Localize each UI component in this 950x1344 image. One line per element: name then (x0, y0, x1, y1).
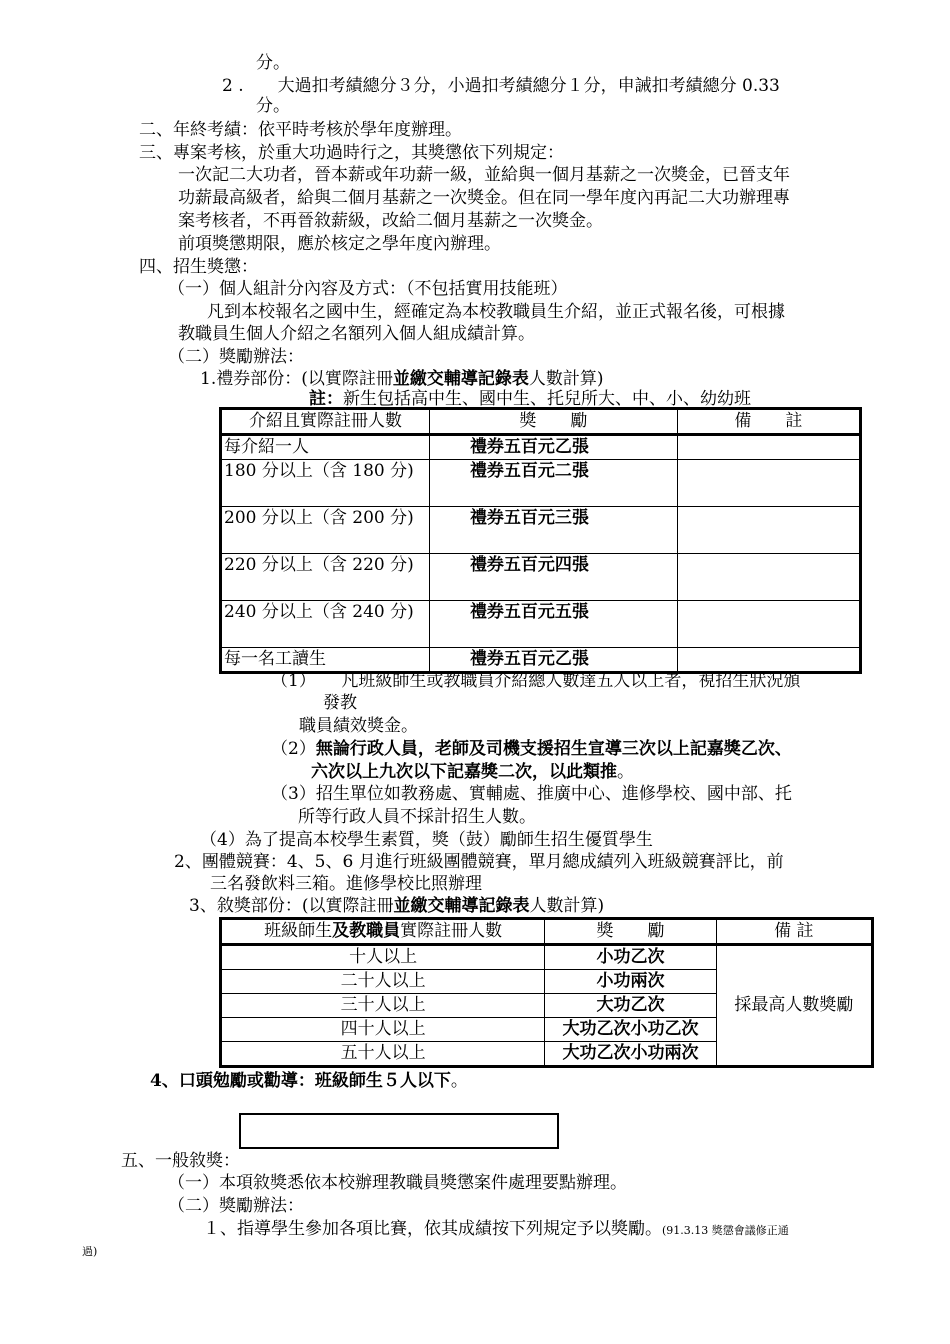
text-line: （二）獎勵辦法： (168, 1196, 304, 1216)
text-line: （3）招生單位如教務處、實輔處、推廣中心、進修學校、國中部、托 (271, 784, 792, 804)
text-span: 班級師生 (264, 921, 333, 941)
table-header: 獎 勵 (429, 409, 677, 435)
table-row (221, 460, 861, 507)
text-span-bold: 六次以上九次以下記嘉獎二次，以此類推 (311, 762, 617, 782)
text-line: 職員績效獎金。 (299, 716, 418, 736)
table-cell: 禮券五百元四張 (429, 554, 677, 601)
text-line (271, 738, 792, 761)
empty-box (239, 1113, 559, 1149)
table-cell: 大功乙次小功兩次 (545, 1042, 716, 1067)
table-cell: 禮券五百元二張 (429, 460, 677, 507)
text-line: 功薪最高級者，給與二個月基薪之一次獎金。但在同一學年度內再記二大功辦理專 (178, 188, 790, 208)
commendation-table (219, 917, 874, 1068)
table-header: 獎 勵 (545, 919, 716, 945)
text-span-small: (91.3.13 獎懲會議修正通 (662, 1224, 789, 1237)
table-cell: 每一名工讀生 (221, 648, 430, 673)
table-header: 備 註 (716, 919, 872, 945)
section-heading: 五、一般敘獎： (121, 1151, 240, 1171)
table-cell: 200 分以上（含 200 分) (221, 507, 430, 554)
text-line: 過) (82, 1245, 98, 1258)
table-cell: 大功乙次小功乙次 (545, 1018, 716, 1042)
text-line: 分。 (256, 96, 290, 116)
text-span: （2） (271, 739, 316, 759)
note-label: 註： (309, 389, 343, 409)
text-span-bold: 並繳交輔導記錄表 (393, 896, 530, 916)
text-line: 2 . 大過扣考績總分３分，小過扣考績總分１分，申誡扣考績總分 0.33 (222, 76, 780, 96)
table-cell: 二十人以上 (221, 970, 545, 994)
table-cell (677, 554, 860, 601)
table-header (221, 919, 545, 945)
text-line: （一）個人組計分內容及方式：（不包括實用技能班） (168, 279, 568, 299)
text-line: 三、專案考核，於重大功過時行之，其獎懲依下列規定： (139, 143, 564, 163)
table-cell (677, 435, 860, 460)
text-span: １、指導學生參加各項比賽，依其成績按下列規定予以獎勵。 (203, 1219, 662, 1239)
text-span-bold: 及教職員 (332, 921, 401, 941)
text-line: （二）獎勵辦法： (168, 347, 304, 367)
text-line: 凡到本校報名之國中生，經確定為本校教職員生介紹，並正式報名後，可根據 (207, 302, 785, 322)
table-row (221, 945, 873, 970)
table-cell: 禮券五百元五張 (429, 601, 677, 648)
text-line: 發教 (323, 693, 357, 713)
table-cell (677, 648, 860, 673)
table-row (221, 648, 861, 673)
text-line: 前項獎懲期限，應於核定之學年度內辦理。 (178, 234, 501, 254)
table-cell (677, 507, 860, 554)
table-row (221, 435, 861, 460)
section-heading: 四、招生獎懲： (139, 257, 258, 277)
table-cell (677, 460, 860, 507)
text-line: 2、團體競賽：4、5、6 月進行班級團體競賽，單月總成績列入班級競賽評比，前 (174, 852, 784, 872)
text-span-bold: 無論行政人員，老師及司機支援招生宣導三次以上記嘉獎乙次、 (315, 739, 792, 759)
table-cell-note: 採最高人數獎勵 (716, 945, 872, 1067)
text-line: 案考核者，不再晉敘薪級，改給二個月基薪之一次獎金。 (178, 211, 603, 231)
table-cell: 小功乙次 (545, 945, 716, 970)
gift-voucher-table (219, 407, 862, 674)
text-line (150, 1070, 468, 1093)
table-cell: 五十人以上 (221, 1042, 545, 1067)
text-line: 教職員生個人介紹之名額列入個人組成績計算。 (178, 324, 535, 344)
table-cell: 240 分以上（含 240 分) (221, 601, 430, 648)
table-row (221, 601, 861, 648)
text-line (311, 761, 634, 784)
table-cell: 每介紹一人 (221, 435, 430, 460)
text-span: 實際註冊人數 (400, 921, 503, 941)
table-row (221, 507, 861, 554)
table-cell: 四十人以上 (221, 1018, 545, 1042)
text-line: 所等行政人員不採計招生人數。 (298, 807, 536, 827)
text-span: 人數計算) (528, 369, 604, 389)
text-line: （一）本項敘獎悉依本校辦理教職員獎懲案件處理要點辦理。 (168, 1173, 627, 1193)
table-header: 備 註 (677, 409, 860, 435)
table-header-row (221, 409, 861, 435)
text-line: 三名發飲料三箱。進修學校比照辦理 (210, 874, 482, 894)
table-header: 介紹且實際註冊人數 (221, 409, 430, 435)
text-line (189, 895, 604, 918)
table-cell (677, 601, 860, 648)
table-cell: 禮券五百元三張 (429, 507, 677, 554)
table-row (221, 554, 861, 601)
table-header-row (221, 919, 873, 945)
table-cell: 220 分以上（含 220 分) (221, 554, 430, 601)
text-line: （1） 凡班級師生或教職員介紹總人數達五人以上者，視招生狀況頒 (271, 671, 801, 691)
table-cell: 禮券五百元乙張 (429, 648, 677, 673)
table-cell: 小功兩次 (545, 970, 716, 994)
text-span: 新生包括高中生、國中生、托兒所大、中、小、幼幼班 (343, 389, 751, 409)
text-span: 。 (450, 1071, 468, 1091)
text-span: 。 (617, 762, 634, 782)
text-span: 1.禮券部份：(以實際註冊 (200, 369, 393, 389)
text-line: （4）為了提高本校學生素質，獎（鼓）勵師生招生優質學生 (200, 830, 653, 850)
table-cell: 三十人以上 (221, 994, 545, 1018)
text-span-bold: 並繳交輔導記錄表 (392, 369, 529, 389)
text-line (203, 1218, 789, 1242)
table-cell: 禮券五百元乙張 (429, 435, 677, 460)
table-cell: 180 分以上（含 180 分) (221, 460, 430, 507)
text-span-bold: 4、口頭勉勵或勸導：班級師生５人以下 (150, 1071, 451, 1091)
text-span: 3、敘獎部份：(以實際註冊 (189, 896, 394, 916)
table-cell: 大功乙次 (545, 994, 716, 1018)
text-line: 二、年終考績：依平時考核於學年度辦理。 (139, 120, 462, 140)
text-line: 分。 (256, 53, 290, 73)
table-cell: 十人以上 (221, 945, 545, 970)
text-span: 人數計算) (529, 896, 605, 916)
text-line: 一次記二大功者，晉本薪或年功薪一級，並給與一個月基薪之一次獎金，已晉支年 (178, 165, 790, 185)
